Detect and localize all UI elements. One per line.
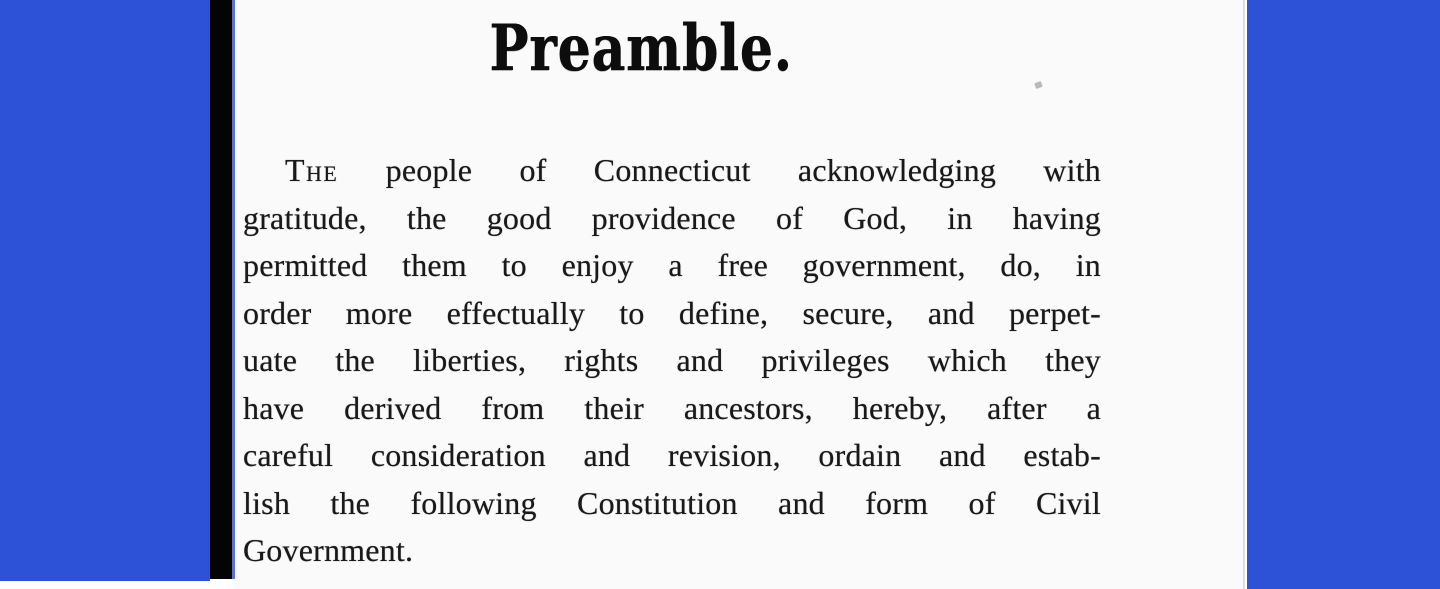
text-line: have derived from their ancestors, hereby, after a [243,389,1101,426]
text-line: Government. [243,532,414,568]
text-line: order more effectually to define, secure, and perpet- [243,294,1101,331]
text-line: uate the liberties, rights and privileges which they [243,342,1101,378]
text-line: careful consideration and revision, ordain and estab- [243,437,1101,473]
film-edge-strip [210,0,232,579]
scan-speck-artifact [1034,81,1043,89]
left-blue-border [0,0,210,581]
text-line-content: people of Connecticut acknowledging with [385,152,1101,188]
text-line: permitted them to enjoy a free government, do, in [243,247,1101,283]
lead-word: The [285,152,339,188]
text-line: gratitude, the good providence of God, in having [243,199,1101,236]
preamble-paragraph [243,147,1101,575]
text-line [243,147,1101,195]
right-blue-border [1247,0,1440,589]
text-line: lish the following Constitution and form of Civil [243,484,1101,521]
page-title: Preamble. [489,10,793,86]
document-page [235,0,1245,589]
